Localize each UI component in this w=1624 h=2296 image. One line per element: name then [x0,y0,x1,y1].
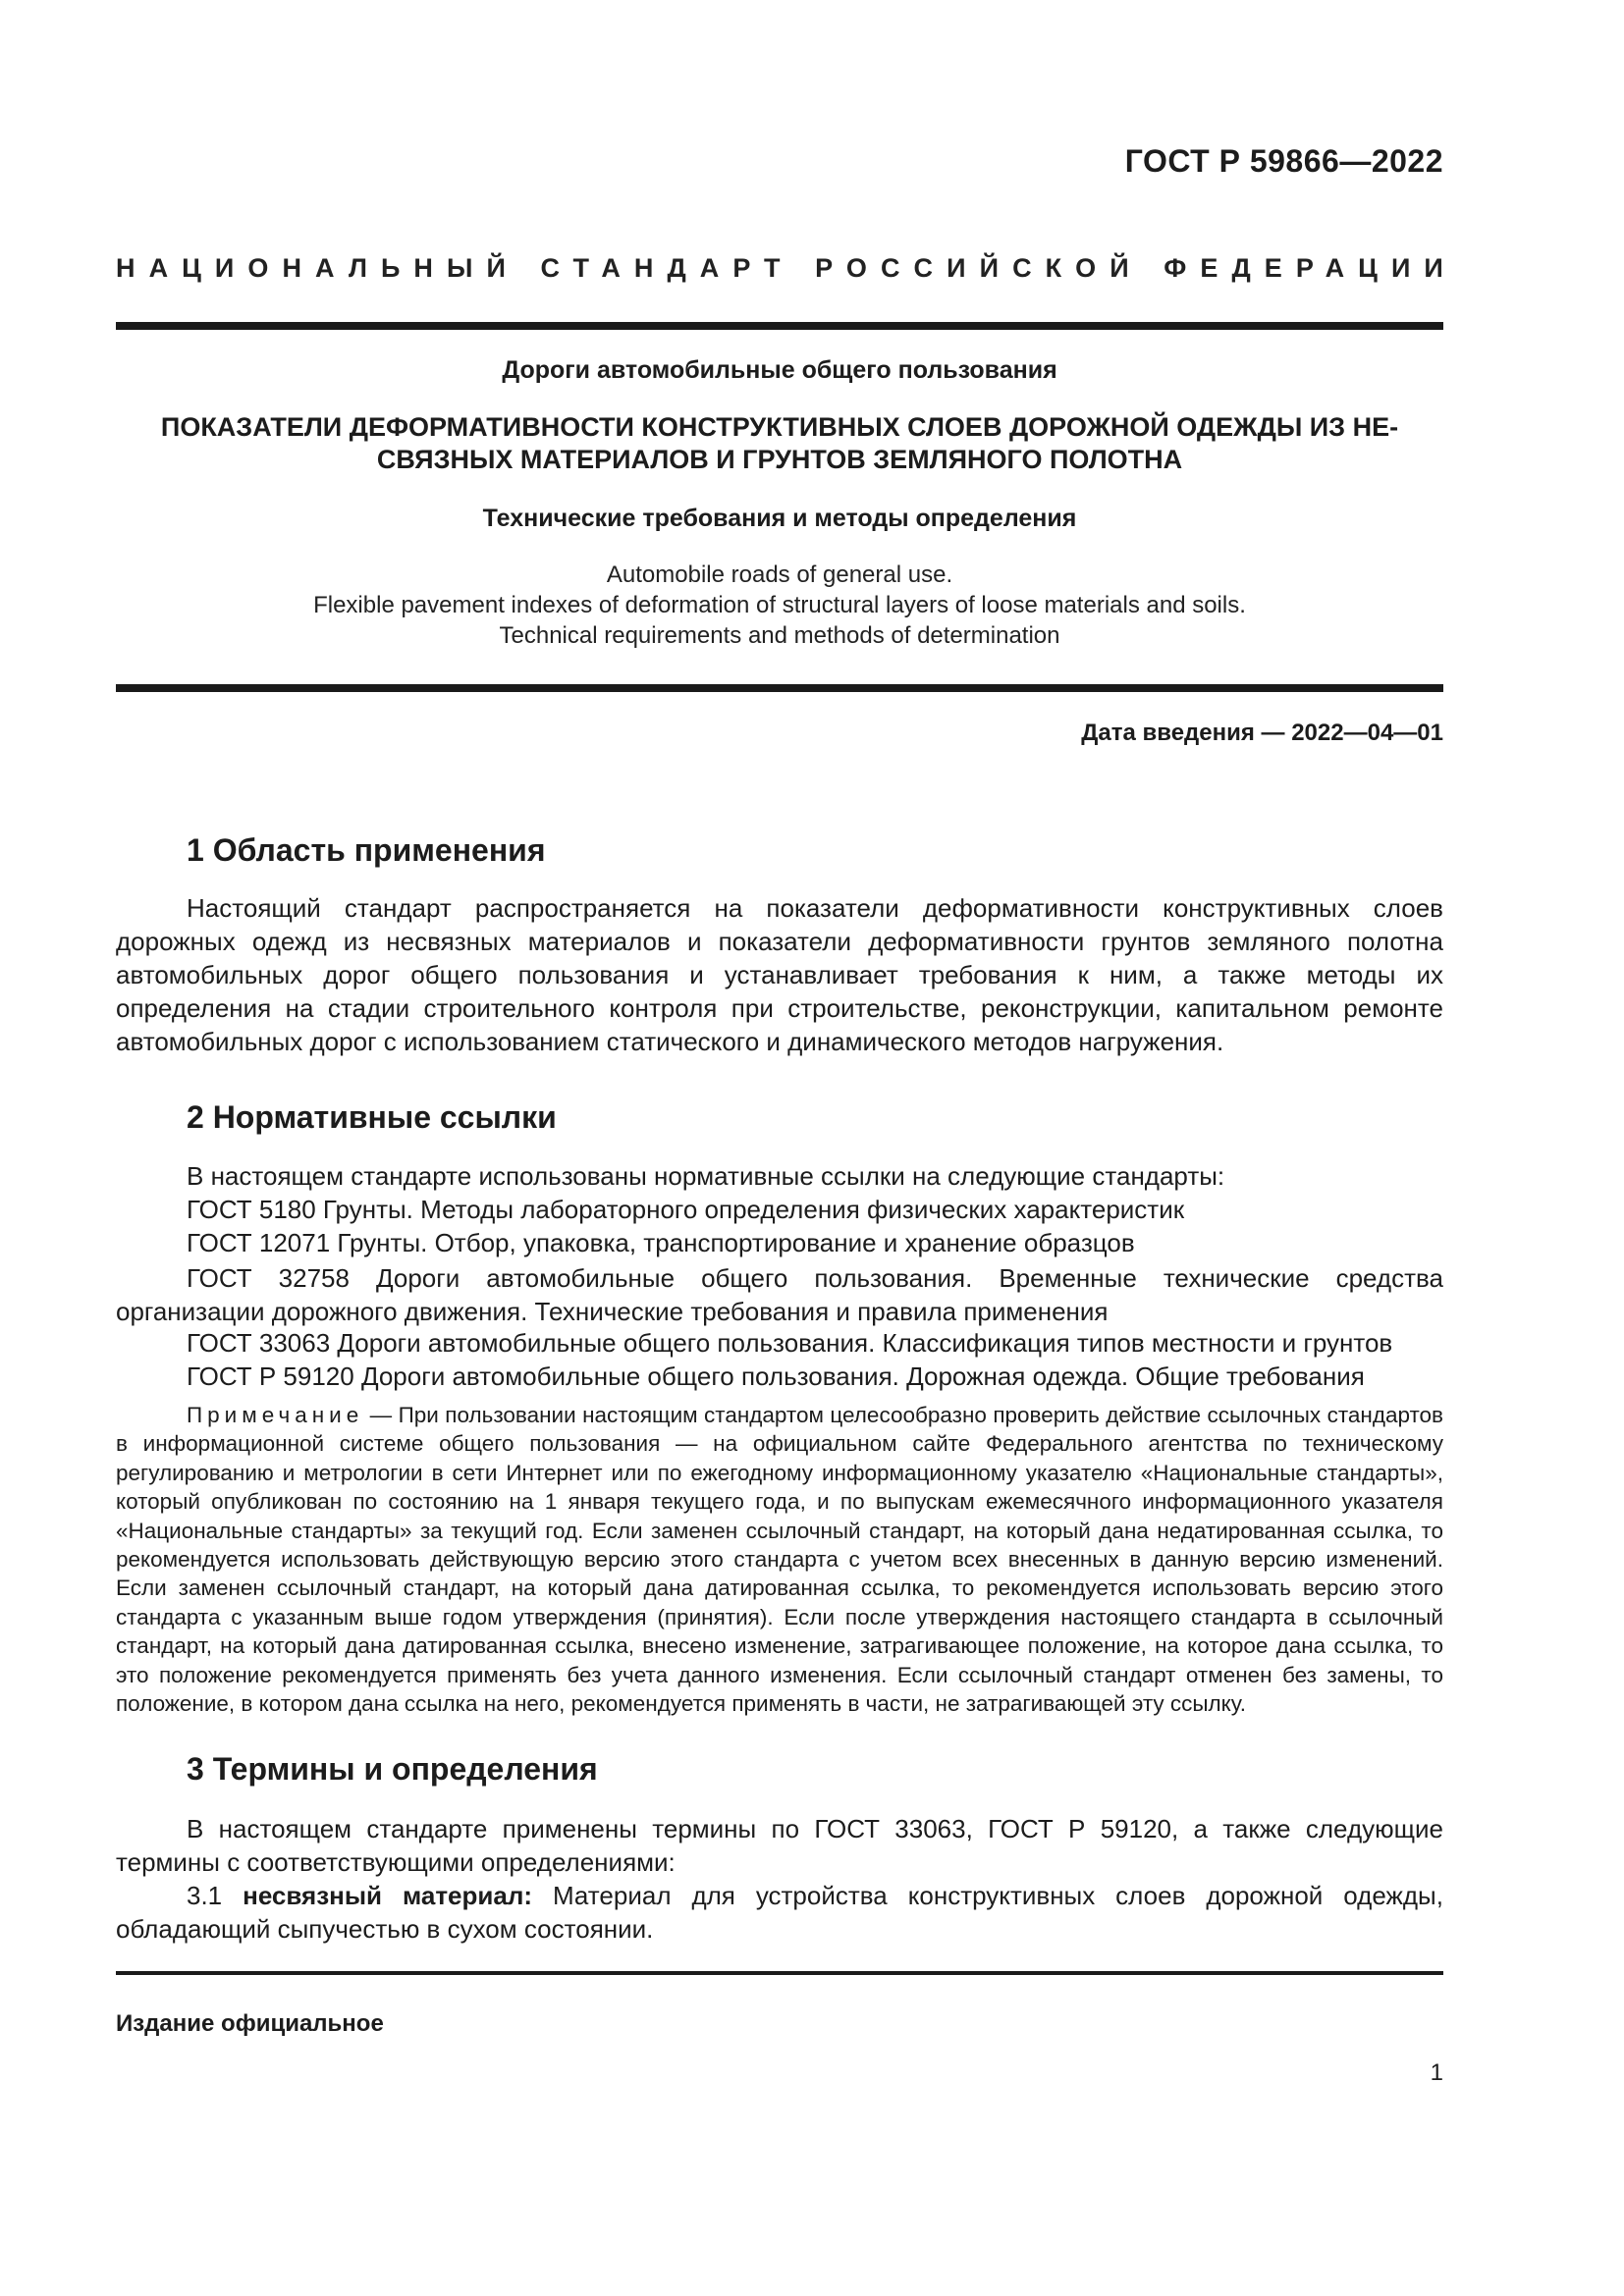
document-number: ГОСТ Р 59866—2022 [1124,143,1443,179]
note-block [116,1401,1443,1718]
section-3-intro: В настоящем стандарте применены термины по ГОСТ 33063, ГОСТ Р 59120, а также следующие термины с соответствующими определениями: [116,1814,1443,1877]
footer-divider [116,1971,1443,1975]
reference-item: ГОСТ 5180 Грунты. Методы лабораторного определения физических характеристик [187,1195,1185,1224]
term-number: 3.1 [187,1881,223,1910]
title-divider [116,684,1443,692]
reference-item: ГОСТ 32758 Дороги автомобильные общего пользования. Временные технические средства организации дорожного движения. Технические требования и правила применения [116,1263,1443,1326]
english-title [116,560,1443,651]
main-title-line-2: СВЯЗНЫХ МАТЕРИАЛОВ И ГРУНТОВ ЗЕМЛЯНОГО ПОЛОТНА [376,445,1183,474]
reference-item: ГОСТ 12071 Грунты. Отбор, упаковка, транспортирование и хранение образцов [187,1228,1135,1257]
note-text: — При пользовании настоящим стандартом целесообразно проверить действие ссылочных стандартов в информационной системе общего пользования — на официальном сайте Федерального агентства по техническому регулированию и метрологии в сети Интернет или по ежегодному информационному указателю «Национальные стандарты», который опубликован по состоянию на 1 января текущего года, и по выпускам ежемесячного информационного указателя «Национальные стандарты» за текущий год. Если заменен ссылочный стандарт, на который дана недатированная ссылка, то рекомендуется использовать действующую версию этого стандарта с учетом всех внесенных в данную версию изменений. Если заменен ссылочный стандарт, на который дана датированная ссылка, то рекомендуется использовать версию этого стандарта с указанным выше годом утверждения (принятия). Если после утверждения настоящего стандарта в ссылочный стандарт, на который дана датированная ссылка, внесено изменение, затрагивающее положение, на которое дана ссылка, то это положение рекомендуется применять без учета данного изменения. Если ссылочный стандарт отменен без замены, то положение, в котором дана ссылка на него, рекомендуется применять в части, не затрагивающей эту ссылку. [116,1403,1443,1717]
note-label: Примечание [187,1403,364,1427]
main-title-line-1: ПОКАЗАТЕЛИ ДЕФОРМАТИВНОСТИ КОНСТРУКТИВНЫХ СЛОЕВ ДОРОЖНОЙ ОДЕЖДЫ ИЗ НЕ- [160,412,1399,442]
term-definition [116,1879,1443,1946]
term-definition-text: Материал для устройства конструктивных слоев дорожной одежды, обладающий сыпучестью в сухом состоянии. [116,1881,1443,1944]
section-1-text: Настоящий стандарт распространяется на показатели деформативности конструктивных слоев дорожных одежд из несвязных материалов и показатели деформативности грунтов земляного полотна автомобильных дорог общего пользования и устанавливает требования к ним, а также методы их определения на стадии строительного контроля при строительстве, реконструкции, капитальном ремонте автомобильных дорог с использованием статического и динамического методов нагружения. [116,893,1443,1056]
introduction-date: Дата введения — 2022—04—01 [1081,720,1443,746]
english-title-line-1: Automobile roads of general use. [606,561,953,588]
reference-item: ГОСТ 33063 Дороги автомобильные общего пользования. Классификация типов местности и грунтов [187,1328,1393,1358]
title-roads: Дороги автомобильные общего пользования [502,356,1057,384]
section-1-heading: 1 Область применения [187,832,546,868]
national-standard-banner: НАЦИОНАЛЬНЫЙ СТАНДАРТ РОССИЙСКОЙ ФЕДЕРАЦИИ [116,253,1457,283]
subtitle: Технические требования и методы определения [482,505,1077,532]
term-name: несвязный материал: [243,1881,533,1910]
section-2-heading: 2 Нормативные ссылки [187,1099,557,1135]
section-2-intro: В настоящем стандарте использованы нормативные ссылки на следующие стандарты: [187,1161,1225,1191]
main-title [116,411,1443,476]
top-divider [116,322,1443,330]
page-number: 1 [1430,2059,1443,2086]
english-title-line-3: Technical requirements and methods of determination [499,622,1060,649]
english-title-line-2: Flexible pavement indexes of deformation of structural layers of loose materials and soils. [313,592,1246,618]
reference-item: ГОСТ Р 59120 Дороги автомобильные общего пользования. Дорожная одежда. Общие требования [187,1362,1365,1391]
official-edition-label: Издание официальное [116,2010,384,2037]
section-3-heading: 3 Термины и определения [187,1751,598,1787]
